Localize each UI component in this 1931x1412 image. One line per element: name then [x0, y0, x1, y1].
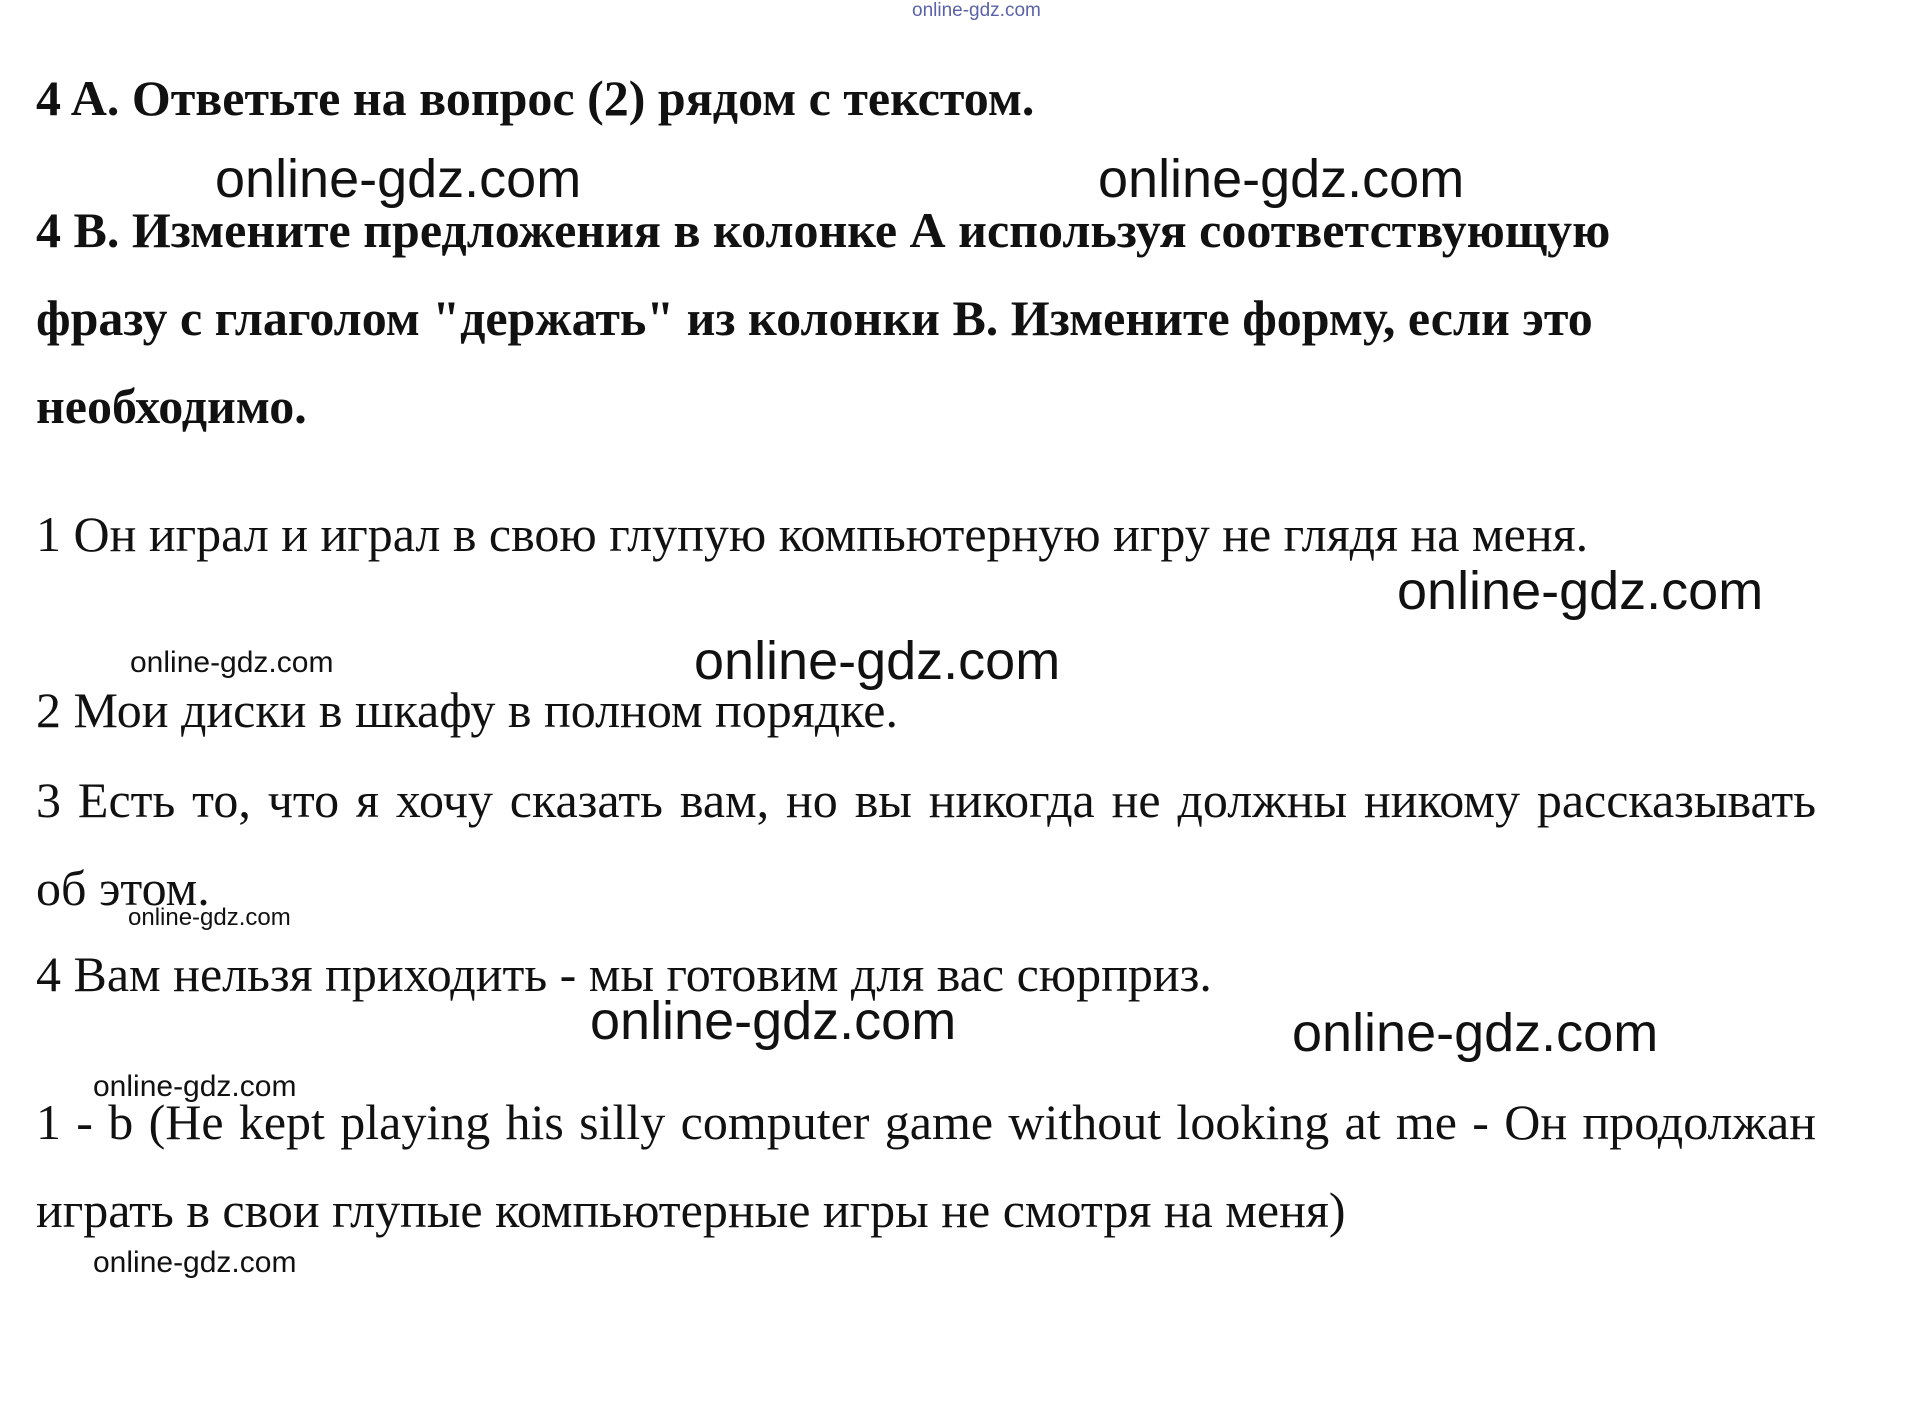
answer-text: 1 - b (He kept playing his silly computer game without looking at me - Он продолжан играть в свои глупые компьютерные игры не смотря на меня) — [36, 1094, 1816, 1238]
watermark: online-gdz.com — [590, 991, 957, 1051]
watermark: online-gdz.com — [215, 149, 582, 209]
watermark: online-gdz.com — [1292, 1003, 1659, 1063]
exercise-item-1: 1 Он играл и играл в свою глупую компьютерную игру не глядя на меня. — [36, 506, 1589, 562]
watermark: online-gdz.com — [1098, 149, 1465, 209]
watermark: online-gdz.com — [1397, 561, 1764, 621]
watermark: online-gdz.com — [128, 904, 291, 931]
watermark: online-gdz.com — [93, 1070, 297, 1103]
heading-4a: 4 A. Ответьте на вопрос (2) рядом с текстом. — [36, 70, 1035, 126]
watermark: online-gdz.com — [93, 1246, 297, 1279]
exercise-item-2: 2 Мои диски в шкафу в полном порядке. — [36, 682, 898, 738]
watermark: online-gdz.com — [694, 631, 1061, 691]
exercise-item-3: 3 Есть то, что я хочу сказать вам, но вы никогда не должны никому рассказывать об этом. — [36, 772, 1816, 916]
watermark: online-gdz.com — [130, 646, 334, 679]
top-watermark: online-gdz.com — [912, 0, 1041, 21]
exercise-item-4: 4 Вам нельзя приходить - мы готовим для вас сюрприз. — [36, 946, 1212, 1002]
heading-4b: 4 B. Измените предложения в колонке А используя соответствующую фразу с глаголом "держать" из колонки В. Измените форму, если это необходимо. — [36, 202, 1611, 434]
